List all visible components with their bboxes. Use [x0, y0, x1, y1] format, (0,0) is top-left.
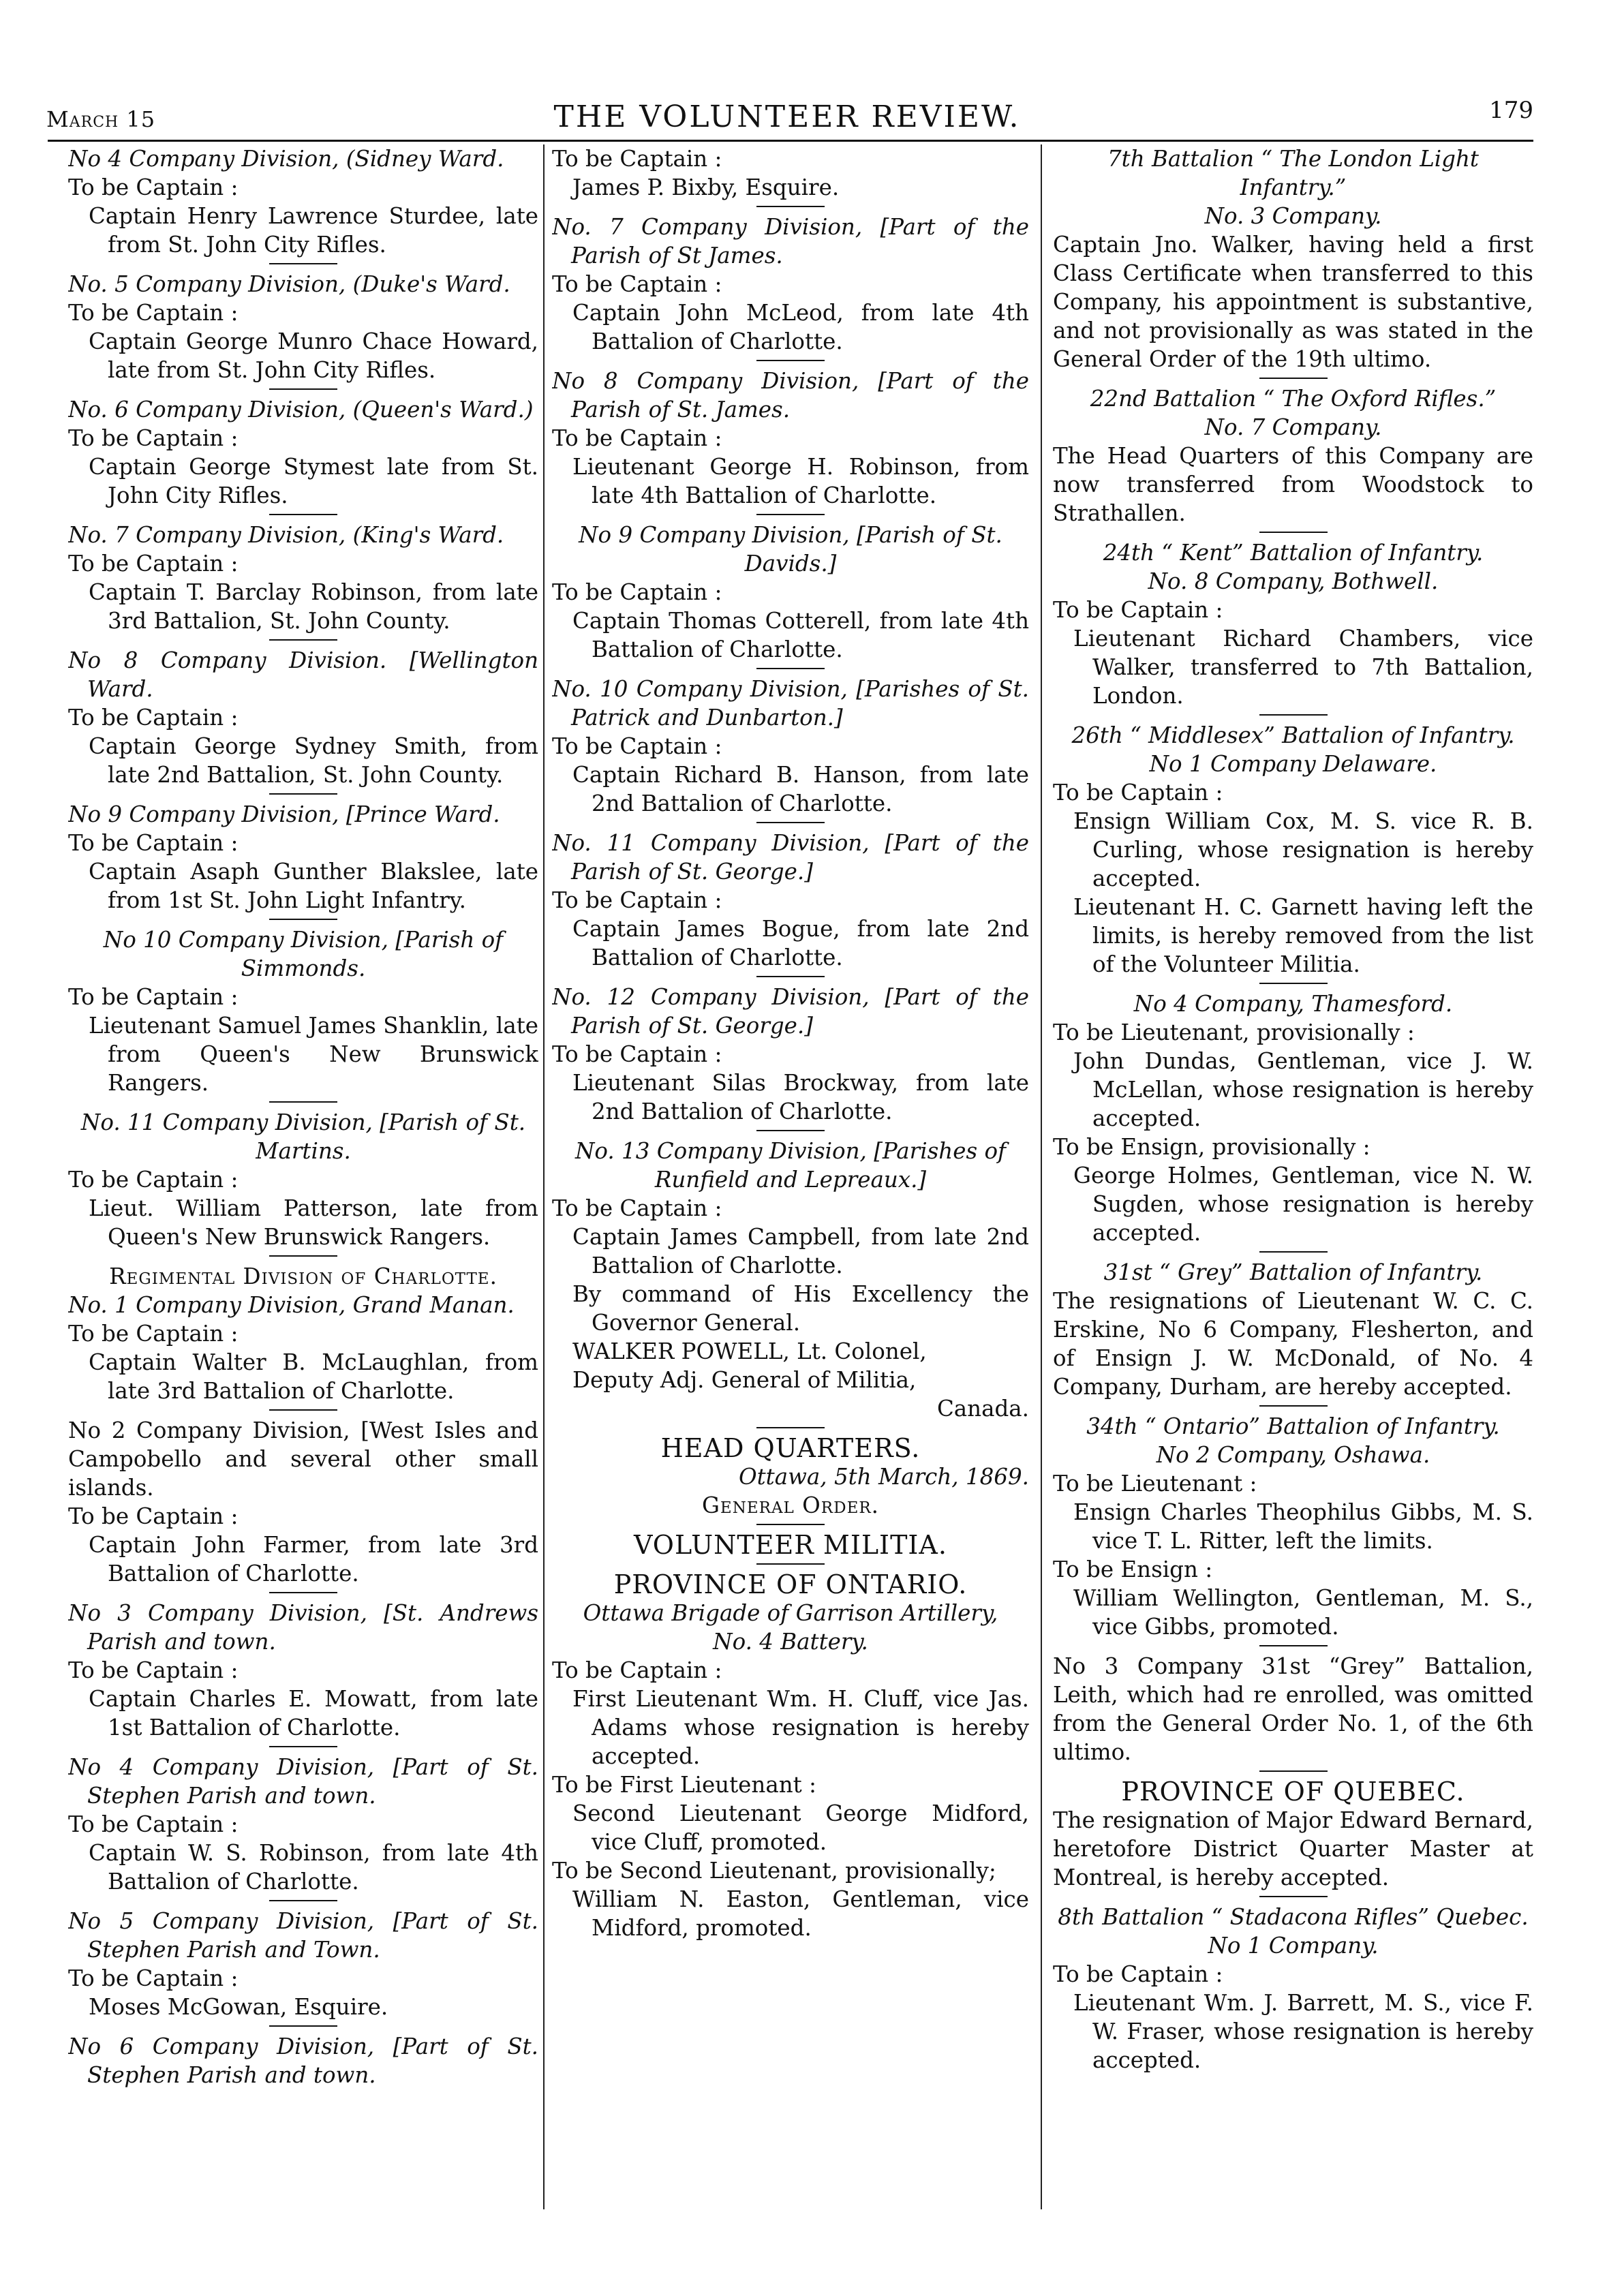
- appointment-label: To be Lieutenant, provisionally :: [1053, 1019, 1415, 1045]
- appointment-label: To be Captain :: [68, 984, 239, 1010]
- appointment-label: To be Captain :: [552, 425, 722, 451]
- appointment-entry: Lieutenant Samuel James Shanklin, late from Queen's New Brunswick Rangers.: [89, 1013, 538, 1096]
- appointment-entry: Second Lieutenant George Midford, vice Cluff, promoted.: [572, 1800, 1029, 1855]
- separator-rule: [269, 1900, 337, 1901]
- division-heading: General Order.: [701, 1492, 880, 1518]
- unit-heading: No. 4 Battery.: [713, 1629, 868, 1655]
- appointment-label: To be Captain :: [68, 174, 239, 200]
- column-2: [552, 144, 1029, 2230]
- page-header: [41, 94, 1533, 142]
- unit-heading: No 4 Company, Thamesford.: [1133, 991, 1453, 1017]
- appointment-entry: Captain James Campbell, from late 2nd Battalion of Charlotte.: [572, 1224, 1029, 1278]
- unit-heading: No 2 Company, Oshawa.: [1156, 1442, 1430, 1468]
- unit-heading: No. 8 Company, Bothwell.: [1148, 568, 1439, 594]
- section-heading: No. 7 Company Division, (King's Ward.: [68, 522, 504, 548]
- section-title: HEAD QUARTERS.: [660, 1433, 921, 1463]
- appointment-entry: Deputy Adj. General of Militia,: [572, 1367, 917, 1393]
- notice-paragraph: The Head Quarters of this Company are now transferred from Woodstock to Strathallen.: [1053, 443, 1533, 526]
- appointment-label: To be Captain :: [552, 887, 722, 913]
- appointment-label: To be Captain :: [1053, 1961, 1223, 1987]
- dateline: Ottawa, 5th March, 1869.: [738, 1464, 1029, 1490]
- appointment-entry: Captain Asaph Gunther Blakslee, late from 1st St. John Light Infantry.: [89, 859, 538, 913]
- appointment-entry: Ensign William Cox, M. S. vice R. B. Curling, whose resignation is hereby accepted.: [1073, 808, 1533, 891]
- section-heading: No. 7 Company Division, [Part of the Parish of St James.: [552, 214, 1029, 269]
- appointment-label: To be Captain :: [68, 830, 239, 856]
- separator-rule: [269, 263, 337, 264]
- notice-paragraph: The resignations of Lieutenant W. C. C. Erskine, No 6 Company, Flesherton, and of Ensign J. W. McDonald, of No. 4 Company, Durham, are hereby accepted.: [1053, 1288, 1533, 1400]
- appointment-entry: Lieutenant George H. Robinson, from late 4th Battalion of Charlotte.: [572, 454, 1029, 508]
- appointment-label: To be Captain :: [68, 300, 239, 326]
- separator-rule: [269, 1592, 337, 1593]
- separator-rule: [269, 2025, 337, 2027]
- appointment-entry: Lieutenant Silas Brockway, from late 2nd Battalion of Charlotte.: [572, 1070, 1029, 1124]
- appointment-label: To be Captain :: [552, 271, 722, 297]
- section-heading: No. 10 Company Division, [Parishes of St. Patrick and Dunbarton.]: [552, 676, 1029, 731]
- separator-rule: [756, 1524, 825, 1525]
- appointment-label: To be Captain :: [68, 1503, 239, 1529]
- appointment-entry: William N. Easton, Gentleman, vice Midford, promoted.: [572, 1886, 1029, 1941]
- appointment-label: To be Ensign, provisionally :: [1053, 1134, 1370, 1160]
- column-1: [68, 144, 538, 2230]
- appointment-entry: Ensign Charles Theophilus Gibbs, M. S. vice T. L. Ritter, left the limits.: [1073, 1499, 1533, 1554]
- appointment-label: To be Ensign :: [1053, 1556, 1213, 1582]
- separator-rule: [1259, 1251, 1328, 1253]
- section-heading: No 10 Company Division, [Parish of Simmonds.: [103, 927, 504, 981]
- section-heading: No 9 Company Division, [Parish of St. Davids.]: [579, 522, 1002, 577]
- separator-rule: [269, 388, 337, 390]
- notice-paragraph: No 2 Company Division, [West Isles and Campobello and several other small islands.: [68, 1417, 538, 1501]
- separator-rule: [756, 668, 825, 669]
- appointment-label: To be Captain :: [68, 705, 239, 731]
- appointment-entry: Captain Walter B. McLaughlan, from late 3rd Battalion of Charlotte.: [89, 1349, 538, 1404]
- appointment-entry: Moses McGowan, Esquire.: [89, 1994, 388, 2020]
- unit-heading: 7th Battalion “ The London Light Infantry.”: [1107, 146, 1479, 200]
- separator-rule: [269, 1101, 337, 1103]
- separator-rule: [269, 639, 337, 641]
- appointment-entry: Captain Henry Lawrence Sturdee, late from St. John City Rifles.: [89, 203, 538, 258]
- column-3: [1053, 144, 1533, 2230]
- separator-rule: [269, 514, 337, 515]
- appointment-entry: Lieutenant Richard Chambers, vice Walker, transferred to 7th Battalion, London.: [1073, 626, 1533, 709]
- unit-heading: 8th Battalion “ Stadacona Rifles” Quebec.: [1058, 1904, 1529, 1930]
- unit-heading: 22nd Battalion “ The Oxford Rifles.”: [1090, 386, 1497, 412]
- appointment-label: To be Second Lieutenant, provisionally;: [552, 1858, 996, 1884]
- separator-rule: [1259, 1896, 1328, 1897]
- notice-paragraph: The resignation of Major Edward Bernard, heretofore District Quarter Master at Montreal, is hereby accepted.: [1053, 1807, 1533, 1890]
- appointment-label: To be Lieutenant :: [1053, 1471, 1257, 1497]
- appointment-entry: Captain W. S. Robinson, from late 4th Battalion of Charlotte.: [89, 1840, 538, 1895]
- section-heading: No. 12 Company Division, [Part of the Parish of St. George.]: [552, 984, 1029, 1039]
- division-heading: Regimental Division of Charlotte.: [109, 1263, 497, 1289]
- appointment-label: To be Captain :: [552, 1657, 722, 1683]
- appointment-label: To be Captain :: [68, 1167, 239, 1193]
- section-heading: No. 5 Company Division, (Duke's Ward.: [68, 271, 510, 297]
- separator-rule: [756, 514, 825, 515]
- appointment-entry: Captain T. Barclay Robinson, from late 3rd Battalion, St. John County.: [89, 579, 538, 634]
- appointment-entry: Lieut. William Patterson, late from Queen's New Brunswick Rangers.: [89, 1195, 538, 1250]
- separator-rule: [756, 1563, 825, 1565]
- section-heading: No. 1 Company Division, Grand Manan.: [68, 1292, 515, 1318]
- separator-rule: [756, 360, 825, 361]
- publication-title: THE VOLUNTEER REVIEW.: [553, 99, 1021, 134]
- unit-heading: 31st “ Grey” Battalion of Infantry.: [1103, 1259, 1483, 1285]
- separator-rule: [269, 1409, 337, 1411]
- section-title: PROVINCE OF QUEBEC.: [1121, 1777, 1465, 1807]
- appointment-entry: Lieutenant Wm. J. Barrett, M. S., vice F. W. Fraser, whose resignation is hereby accepted.: [1073, 1990, 1533, 2073]
- appointment-entry: Lieutenant H. C. Garnett having left the limits, is hereby removed from the list of the Volunteer Militia.: [1073, 894, 1533, 977]
- notice-paragraph: Captain Jno. Walker, having held a first Class Certificate when transferred to this Company, his appointment is substantive, and not provisionally as was stated in the General Order of the 19th ultimo.: [1053, 232, 1533, 372]
- section-heading: No. 11 Company Division, [Parish of St. Martins.: [80, 1109, 526, 1164]
- section-heading: No 6 Company Division, [Part of St. Stephen Parish and town.: [68, 2034, 538, 2088]
- separator-rule: [1259, 714, 1328, 716]
- section-heading: No 8 Company Division, [Part of the Parish of St. James.: [552, 368, 1029, 423]
- unit-heading: 24th “ Kent” Battalion of Infantry.: [1103, 540, 1484, 566]
- separator-rule: [269, 919, 337, 920]
- appointment-entry: Captain Richard B. Hanson, from late 2nd Battalion of Charlotte.: [572, 762, 1029, 816]
- separator-rule: [1259, 983, 1328, 984]
- section-heading: No. 6 Company Division, (Queen's Ward.): [68, 397, 534, 423]
- separator-rule: [756, 976, 825, 977]
- appointment-label: To be Captain :: [68, 1321, 239, 1347]
- column-divider: [543, 144, 545, 2209]
- unit-heading: No 1 Company Delaware.: [1149, 751, 1437, 777]
- appointment-entry: Captain James Bogue, from late 2nd Battalion of Charlotte.: [572, 916, 1029, 970]
- appointment-entry: WALKER POWELL, Lt. Colonel,: [572, 1338, 927, 1364]
- issue-date: March 15: [46, 106, 156, 132]
- appointment-entry: Captain George Stymest late from St. John City Rifles.: [89, 454, 538, 508]
- separator-rule: [1259, 1405, 1328, 1407]
- notice-paragraph: No 3 Company 31st “Grey” Battalion, Leith, which had re enrolled, was omitted from the General Order No. 1, of the 6th ultimo.: [1053, 1653, 1533, 1765]
- appointment-entry: By command of His Excellency the Governor General.: [572, 1281, 1029, 1336]
- separator-rule: [1259, 378, 1328, 379]
- appointment-entry: Captain John Farmer, from late 3rd Battalion of Charlotte.: [89, 1532, 538, 1586]
- section-title: VOLUNTEER MILITIA.: [634, 1530, 947, 1560]
- appointment-label: To be First Lieutenant :: [552, 1772, 816, 1798]
- appointment-label: To be Captain :: [552, 579, 722, 605]
- section-heading: No. 13 Company Division, [Parishes of Runfield and Lepreaux.]: [574, 1138, 1007, 1193]
- appointment-entry: Captain Charles E. Mowatt, from late 1st Battalion of Charlotte.: [89, 1686, 538, 1740]
- appointment-label: To be Captain :: [1053, 597, 1223, 623]
- separator-rule: [1259, 1645, 1328, 1646]
- separator-rule: [756, 1130, 825, 1131]
- unit-heading: No. 3 Company.: [1204, 203, 1382, 229]
- separator-rule: [756, 206, 825, 207]
- appointment-label: To be Captain :: [68, 1657, 239, 1683]
- column-divider: [1041, 144, 1042, 2209]
- appointment-entry: James P. Bixby, Esquire.: [572, 174, 840, 200]
- separator-rule: [269, 793, 337, 795]
- separator-rule: [269, 1255, 337, 1257]
- separator-rule: [1259, 1770, 1328, 1772]
- appointment-label: To be Captain :: [552, 1041, 722, 1067]
- separator-rule: [756, 1427, 825, 1428]
- section-heading: No 5 Company Division, [Part of St. Stephen Parish and Town.: [68, 1908, 538, 1963]
- appointment-label: To be Captain :: [68, 1811, 239, 1837]
- section-heading: No. 11 Company Division, [Part of the Parish of St. George.]: [552, 830, 1029, 885]
- appointment-label: To be Captain :: [68, 425, 239, 451]
- section-heading: No 8 Company Division. [Wellington Ward.: [68, 647, 538, 702]
- appointment-entry: Captain John McLeod, from late 4th Battalion of Charlotte.: [572, 300, 1029, 354]
- section-heading: No 3 Company Division, [St. Andrews Parish and town.: [68, 1600, 538, 1655]
- appointment-label: To be Captain :: [1053, 780, 1223, 806]
- appointment-entry: Captain George Munro Chace Howard, late from St. John City Rifles.: [89, 328, 538, 383]
- separator-rule: [269, 1746, 337, 1747]
- appointment-entry: Captain George Sydney Smith, from late 2nd Battalion, St. John County.: [89, 733, 538, 788]
- section-heading: No 4 Company Division, (Sidney Ward.: [68, 146, 504, 172]
- appointment-entry: First Lieutenant Wm. H. Cluff, vice Jas. Adams whose resignation is hereby accepted.: [572, 1686, 1029, 1769]
- section-heading: No 4 Company Division, [Part of St. Stephen Parish and town.: [68, 1754, 538, 1809]
- appointment-entry: Captain Thomas Cotterell, from late 4th Battalion of Charlotte.: [572, 608, 1029, 662]
- separator-rule: [756, 822, 825, 823]
- signature-line: Canada.: [936, 1396, 1029, 1422]
- header-rule: [48, 140, 1533, 142]
- appointment-label: To be Captain :: [552, 1195, 722, 1221]
- section-title: PROVINCE OF ONTARIO.: [613, 1569, 968, 1599]
- appointment-label: To be Captain :: [552, 733, 722, 759]
- appointment-label: To be Captain :: [552, 146, 722, 172]
- unit-heading: 34th “ Ontario” Battalion of Infantry.: [1086, 1413, 1500, 1439]
- separator-rule: [1259, 532, 1328, 533]
- unit-heading: 26th “ Middlesex” Battalion of Infantry.: [1071, 722, 1515, 748]
- section-heading: No 9 Company Division, [Prince Ward.: [68, 801, 500, 827]
- unit-heading: No. 7 Company.: [1204, 414, 1382, 440]
- unit-heading: No 1 Company.: [1208, 1933, 1379, 1959]
- appointment-label: To be Captain :: [68, 1965, 239, 1991]
- unit-heading: Ottawa Brigade of Garrison Artillery,: [583, 1600, 998, 1626]
- appointment-entry: John Dundas, Gentleman, vice J. W. McLellan, whose resignation is hereby accepted.: [1073, 1048, 1533, 1131]
- appointment-label: To be Captain :: [68, 551, 239, 577]
- appointment-entry: George Holmes, Gentleman, vice N. W. Sugden, whose resignation is hereby accepted.: [1073, 1163, 1533, 1246]
- appointment-entry: William Wellington, Gentleman, M. S., vice Gibbs, promoted.: [1073, 1585, 1533, 1640]
- page-number: 179: [1489, 97, 1533, 124]
